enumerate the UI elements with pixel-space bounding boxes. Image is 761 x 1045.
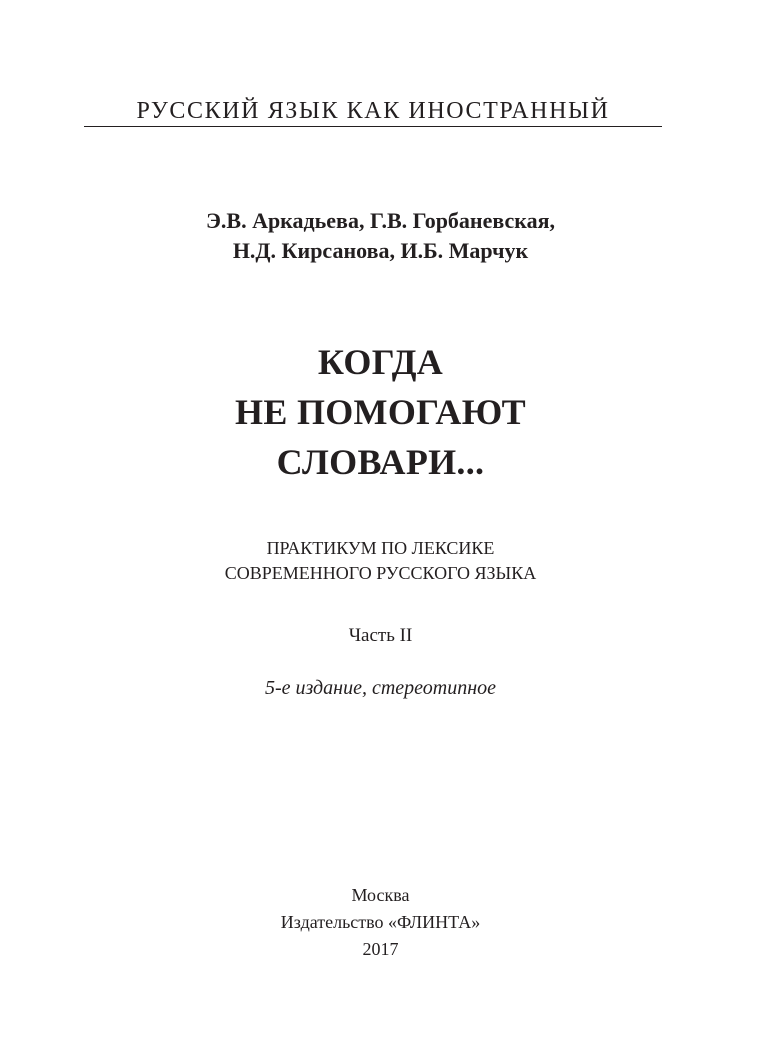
- book-subtitle-line-1: ПРАКТИКУМ ПО ЛЕКСИКЕ: [266, 538, 495, 558]
- book-subtitle: [0, 536, 761, 586]
- authors-block: [0, 206, 761, 266]
- part-label: Часть II: [348, 625, 413, 646]
- book-title-line-2: НЕ ПОМОГАЮТ: [235, 392, 526, 432]
- imprint-publisher: Издательство «ФЛИНТА»: [280, 912, 481, 932]
- authors-line-2: Н.Д. Кирсанова, И.Б. Марчук: [232, 238, 529, 263]
- book-title-line-3: СЛОВАРИ...: [276, 442, 485, 482]
- series-heading: РУССКИЙ ЯЗЫК КАК ИНОСТРАННЫЙ: [136, 98, 610, 124]
- edition-note: 5-е издание, стереотипное: [264, 677, 497, 699]
- authors-line-1: Э.В. Аркадьева, Г.В. Горбаневская,: [205, 208, 556, 233]
- imprint-city: Москва: [351, 885, 410, 905]
- imprint-block: [0, 882, 761, 963]
- series-divider: [84, 126, 662, 127]
- book-subtitle-line-2: СОВРЕМЕННОГО РУССКОГО ЯЗЫКА: [224, 563, 537, 583]
- book-title: [0, 337, 761, 487]
- imprint-year: 2017: [362, 939, 399, 959]
- book-title-line-1: КОГДА: [317, 342, 444, 382]
